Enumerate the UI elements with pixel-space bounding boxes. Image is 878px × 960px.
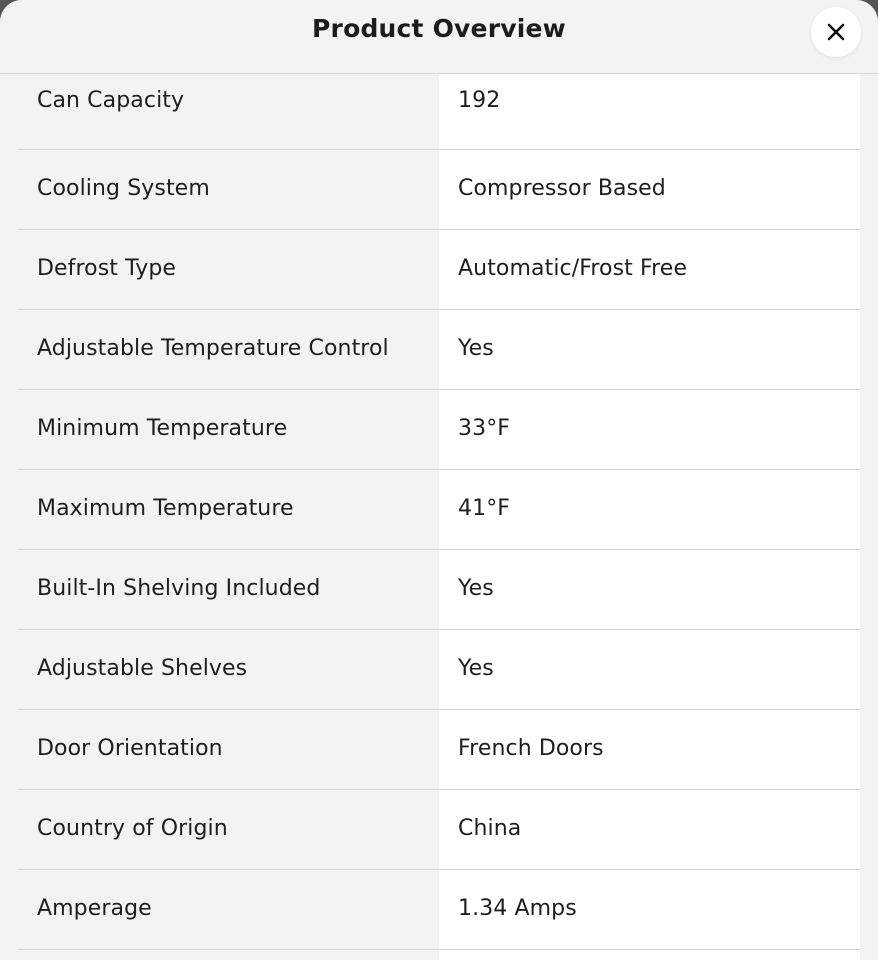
- spec-label-cell: [18, 470, 439, 549]
- spec-row: [18, 550, 860, 630]
- spec-label: Cooling System: [37, 176, 210, 201]
- spec-value: Yes: [458, 336, 494, 361]
- spec-row: [18, 390, 860, 470]
- spec-label: Built-In Shelving Included: [37, 576, 321, 601]
- spec-label-cell: [18, 74, 439, 149]
- modal-header: [0, 0, 878, 74]
- spec-value-cell: [439, 790, 860, 869]
- spec-value: Compressor Based: [458, 176, 666, 201]
- spec-label-cell: [18, 790, 439, 869]
- spec-label-cell: [18, 710, 439, 789]
- spec-value: 1.34 Amps: [458, 896, 577, 921]
- spec-value: Yes: [458, 656, 494, 681]
- spec-table: [18, 74, 860, 960]
- spec-row: [18, 630, 860, 710]
- spec-value: China: [458, 816, 522, 841]
- spec-label-cell: [18, 550, 439, 629]
- modal-title: Product Overview: [312, 14, 566, 43]
- spec-row: [18, 74, 860, 150]
- spec-label-cell: [18, 230, 439, 309]
- spec-value-cell: [439, 870, 860, 949]
- spec-row: [18, 870, 860, 950]
- spec-label: Minimum Temperature: [37, 416, 288, 441]
- spec-value-cell: [439, 550, 860, 629]
- spec-value-cell: [439, 230, 860, 309]
- close-icon: [827, 23, 845, 41]
- spec-value: Yes: [458, 576, 494, 601]
- spec-label: Country of Origin: [37, 816, 228, 841]
- spec-value-cell: [439, 710, 860, 789]
- next-row-partial: [18, 950, 860, 960]
- close-button[interactable]: [811, 7, 861, 57]
- spec-label: Can Capacity: [37, 88, 185, 113]
- spec-label-cell: [18, 870, 439, 949]
- spec-value-cell: [439, 630, 860, 709]
- spec-value: French Doors: [458, 736, 604, 761]
- spec-value-cell: [439, 950, 860, 960]
- spec-label: Adjustable Shelves: [37, 656, 248, 681]
- spec-label-cell: [18, 310, 439, 389]
- spec-row: [18, 310, 860, 390]
- spec-value-cell: [439, 390, 860, 469]
- spec-value: 41°F: [458, 496, 511, 521]
- spec-row: [18, 150, 860, 230]
- spec-label: Amperage: [37, 896, 152, 921]
- spec-value: 192: [458, 88, 501, 113]
- spec-value: 33°F: [458, 416, 511, 441]
- spec-label: Defrost Type: [37, 256, 177, 281]
- spec-label-cell: [18, 630, 439, 709]
- spec-value-cell: [439, 150, 860, 229]
- spec-row: [18, 790, 860, 870]
- spec-label-cell: [18, 390, 439, 469]
- spec-label-cell: [18, 950, 439, 960]
- spec-value: Automatic/Frost Free: [458, 256, 688, 281]
- spec-label-cell: [18, 150, 439, 229]
- spec-label: Adjustable Temperature Control: [37, 336, 389, 361]
- spec-row: [18, 470, 860, 550]
- spec-label: Maximum Temperature: [37, 496, 294, 521]
- spec-value-cell: [439, 74, 860, 149]
- spec-row: [18, 230, 860, 310]
- spec-label: Door Orientation: [37, 736, 223, 761]
- spec-value-cell: [439, 470, 860, 549]
- spec-row: [18, 710, 860, 790]
- spec-value-cell: [439, 310, 860, 389]
